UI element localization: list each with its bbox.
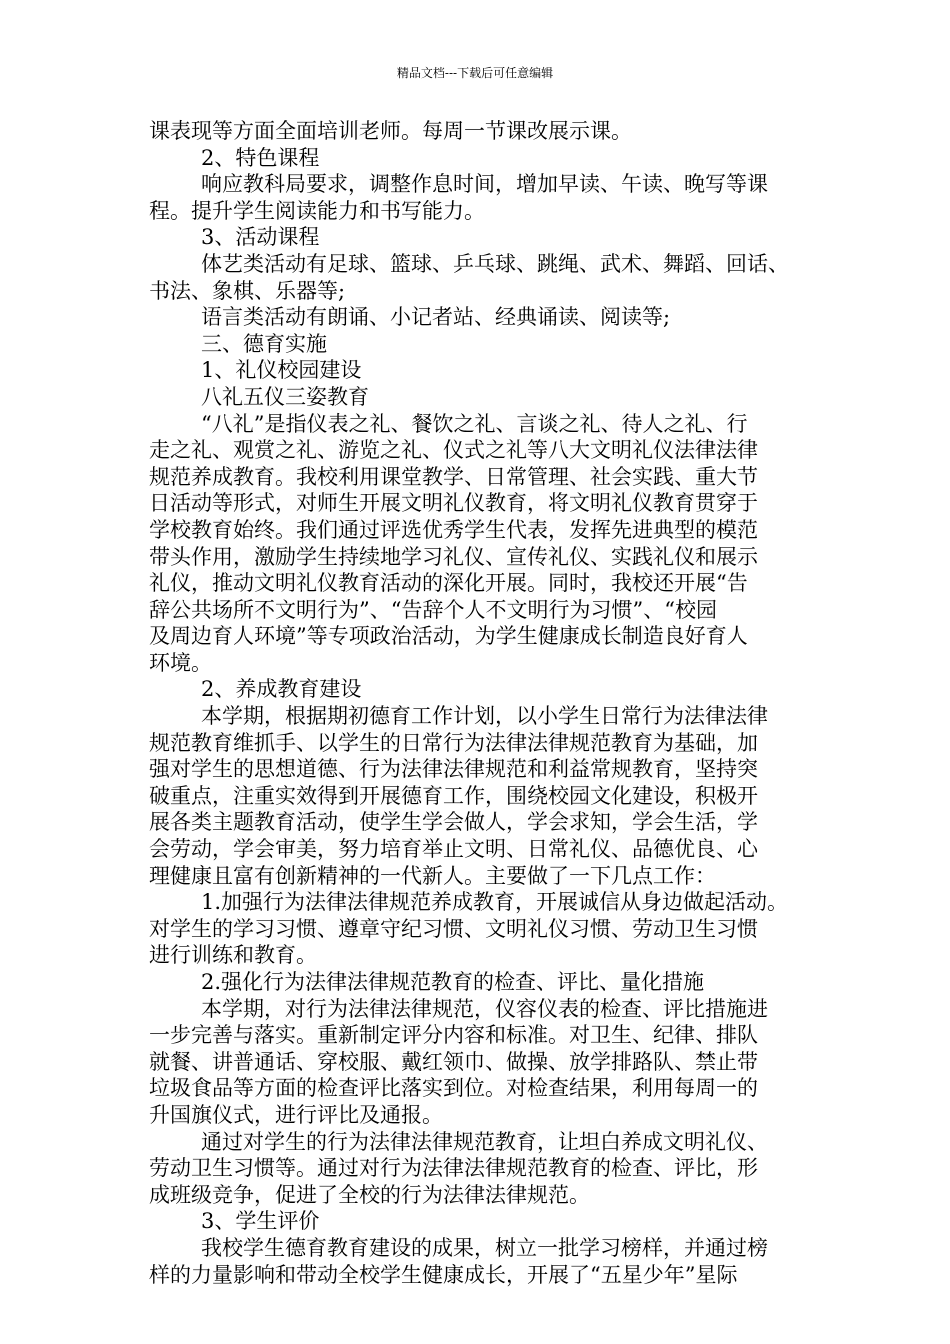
text-line: 理健康且富有创新精神的一代新人。主要做了一下几点工作： — [149, 863, 716, 888]
text-line: 升国旗仪式，进行评比及通报。 — [149, 1102, 443, 1127]
text-line: 响应教科局要求，调整作息时间，增加早读、午读、晚写等课 — [201, 172, 768, 197]
text-line: 语言类活动有朗诵、小记者站、经典诵读、阅读等; — [201, 305, 671, 330]
text-line: 样的力量影响和带动全校学生健康成长，开展了“五星少年”星际 — [149, 1262, 738, 1287]
text-line: 1、礼仪校园建设 — [201, 358, 362, 383]
text-line: 1.加强行为法律法律规范养成教育，开展诚信从身边做起活动。 — [201, 890, 789, 915]
document-body — [149, 118, 829, 1288]
text-line: 规范养成教育。我校利用课堂教学、日常管理、社会实践、重大节 — [149, 464, 758, 489]
text-line: 及周边育人环境”等专项政治活动，为学生健康成长制造良好育人 — [149, 624, 748, 649]
text-line: 辞公共场所不文明行为”、“告辞个人不文明行为习惯”、“校园 — [149, 597, 717, 622]
text-line: 程。提升学生阅读能力和书写能力。 — [149, 198, 485, 223]
text-line: 破重点，注重实效得到开展德育工作，围绕校园文化建设，积极开 — [149, 783, 758, 808]
text-line: 本学期，对行为法律法律规范，仪容仪表的检查、评比措施进 — [201, 996, 768, 1021]
text-line: 进行训练和教育。 — [149, 943, 317, 968]
text-line: 一步完善与落实。重新制定评分内容和标准。对卫生、纪律、排队 — [149, 1023, 758, 1048]
text-line: 强对学生的思想道德、行为法律法律规范和利益常规教育，坚持突 — [149, 757, 758, 782]
text-line: 八礼五仪三姿教育 — [201, 384, 369, 409]
text-line: 3、活动课程 — [201, 225, 320, 250]
text-line: 走之礼、观赏之礼、游览之礼、仪式之礼等八大文明礼仪法律法律 — [149, 438, 758, 463]
text-line: “八礼”是指仪表之礼、餐饮之礼、言谈之礼、待人之礼、行 — [201, 411, 748, 436]
text-line: 2、养成教育建设 — [201, 677, 362, 702]
text-line: 书法、象棋、乐器等; — [149, 278, 346, 303]
text-line: 劳动卫生习惯等。通过对行为法律法律规范教育的检查、评比，形 — [149, 1156, 758, 1181]
text-line: 我校学生德育教育建设的成果，树立一批学习榜样，并通过榜 — [201, 1235, 768, 1260]
text-line: 体艺类活动有足球、篮球、乒乓球、跳绳、武术、舞蹈、回话、 — [201, 251, 789, 276]
page-header: 精品文档---下载后可任意编辑 — [396, 66, 554, 80]
text-line: 环境。 — [149, 650, 212, 675]
text-line: 规范教育维抓手、以学生的日常行为法律法律规范教育为基础，加 — [149, 730, 758, 755]
text-line: 礼仪，推动文明礼仪教育活动的深化开展。同时，我校还开展“告 — [149, 571, 748, 596]
text-line: 2.强化行为法律法律规范教育的检查、评比、量化措施 — [201, 970, 705, 994]
text-line: 日活动等形式，对师生开展文明礼仪教育，将文明礼仪教育贯穿于 — [149, 491, 758, 516]
text-line: 会劳动，学会审美，努力培育举止文明、日常礼仪、品德优良、心 — [149, 837, 758, 862]
text-line: 三、德育实施 — [201, 331, 327, 356]
text-line: 通过对学生的行为法律法律规范教育，让坦白养成文明礼仪、 — [201, 1129, 768, 1154]
text-line: 成班级竞争，促进了全校的行为法律法律规范。 — [149, 1182, 590, 1207]
text-line: 课表现等方面全面培训老师。每周一节课改展示课。 — [149, 119, 632, 143]
text-line: 3、学生评价 — [201, 1209, 320, 1234]
text-line: 2、特色课程 — [201, 145, 320, 170]
text-line: 学校教育始终。我们通过评选优秀学生代表，发挥先进典型的模范 — [149, 517, 758, 542]
text-line: 带头作用，激励学生持续地学习礼仪、宣传礼仪、实践礼仪和展示 — [149, 544, 758, 569]
text-line: 垃圾食品等方面的检查评比落实到位。对检查结果，利用每周一的 — [149, 1076, 758, 1101]
text-line: 展各类主题教育活动，使学生学会做人，学会求知，学会生活，学 — [149, 810, 758, 835]
text-line: 就餐、讲普通话、穿校服、戴红领巾、做操、放学排路队、禁止带 — [149, 1049, 758, 1074]
text-line: 本学期，根据期初德育工作计划，以小学生日常行为法律法律 — [201, 704, 768, 729]
text-line: 对学生的学习习惯、遵章守纪习惯、文明礼仪习惯、劳动卫生习惯 — [149, 916, 758, 941]
